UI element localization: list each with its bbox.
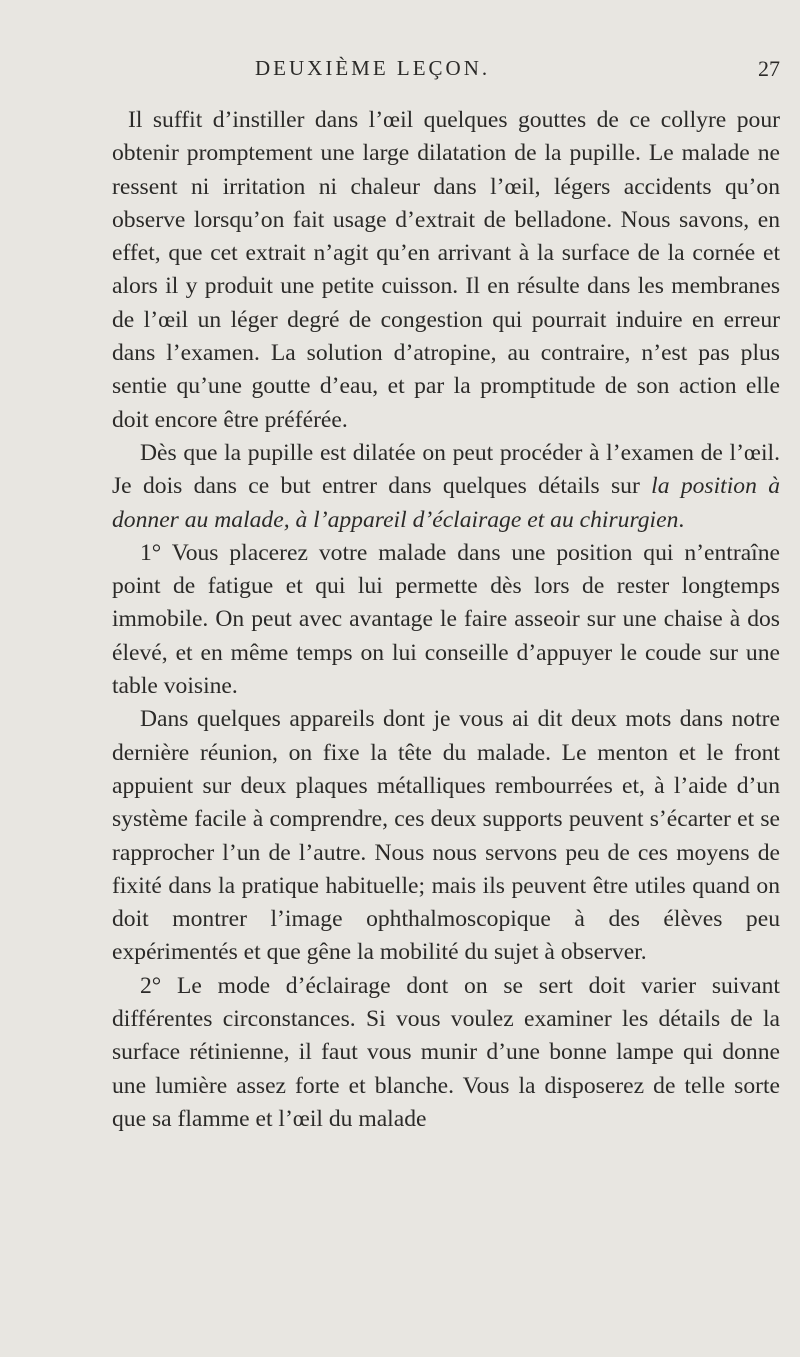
page-number: 27 — [758, 56, 780, 81]
paragraph-eclairage: 2° Le mode d’éclairage dont on se sert doit varier suivant différentes circonstances. Si vous voulez examiner les détails de la surface rétinienne, il faut vous munir d’une bonne lampe qui donne une lumière assez forte et blanche. Vous la disposerez de telle sorte que sa flamme et l’œil du malade — [112, 972, 780, 1132]
paragraph-position-malade: 1° Vous placerez votre malade dans une position qui n’entraîne point de fatigue et qui lui permette dès lors de rester longtemps immobile. On peut avec avantage le faire asseoir sur une chaise à dos élevé, et en même temps on lui conseille d’appuyer le coude sur une table voisine. — [112, 539, 780, 700]
paragraph-examen-intro: Dès que la pupille est dilatée on peut procéder à l’examen de l’œil. Je dois dans ce but entrer dans quelques détails sur — [112, 439, 780, 500]
paragraph-examen-end: . — [678, 506, 685, 533]
paragraph-examen-emphasis: la position à donner au malade, à l’appareil d’éclairage et au chirurgien — [112, 473, 780, 533]
page-header — [100, 56, 780, 86]
paragraph-examen — [112, 437, 780, 537]
paragraph-appareils: Dans quelques appareils dont je vous ai dit deux mots dans notre dernière réunion, on fixe la tête du malade. Le menton et le front appuient sur deux plaques métalliques rembourrées et, à l’aide d’un système facile à comprendre, ces deux supports peuvent s’écarter et se rapprocher l’un de l’autre. Nous nous servons peu de ces moyens de fixité dans la pratique habituelle; mais ils peuvent être utiles quand on doit montrer l’image ophthalmoscopique à des élèves peu expérimentés et que gêne la mobilité du sujet à observer. — [112, 706, 780, 966]
body-text — [112, 104, 780, 1136]
paragraph-atropine: Il suffit d’instiller dans l’œil quelques gouttes de ce collyre pour obtenir promptement une large dilatation de la pupille. Le malade ne ressent ni irritation ni chaleur dans l’œil, légers accidents qu’on observe lorsqu’on fait usage d’extrait de belladone. Nous savons, en effet, que cet extrait n’agit qu’en arrivant à la surface de la cornée et alors il y produit une petite cuisson. Il en résulte dans les membranes de l’œil un léger degré de congestion qui pourrait induire en erreur dans l’examen. La solution d’atropine, au contraire, n’est pas plus sentie qu’une goutte d’eau, et par la promptitude de son action elle doit encore être préférée. — [112, 107, 780, 433]
running-title: DEUXIÈME LEÇON. — [255, 56, 491, 80]
